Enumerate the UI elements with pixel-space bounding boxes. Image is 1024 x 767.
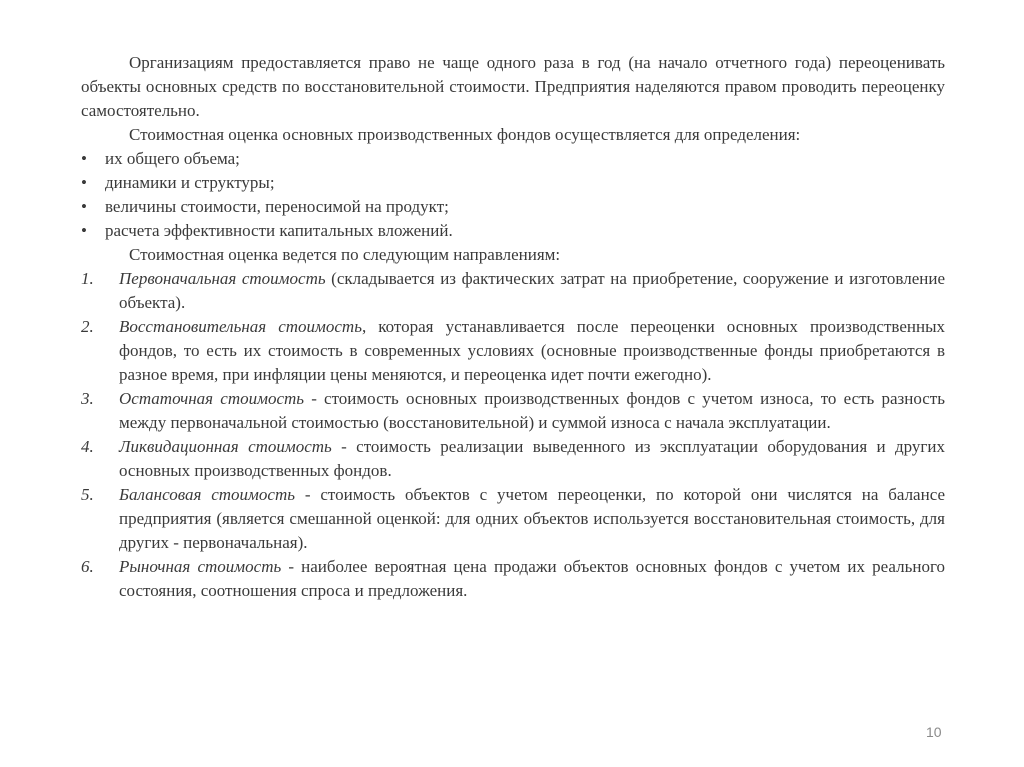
directions-intro-paragraph: Стоимостная оценка ведется по следующим направлениям: [129, 245, 561, 264]
bullet-marker: • [81, 221, 87, 240]
direction-number: 5. [81, 485, 94, 504]
direction-item [81, 483, 945, 555]
direction-number: 2. [81, 317, 94, 336]
direction-item [81, 387, 945, 435]
direction-number: 3. [81, 389, 94, 408]
bullet-text: величины стоимости, переносимой на продукт; [105, 197, 449, 216]
direction-item [81, 435, 945, 483]
direction-number: 1. [81, 269, 94, 288]
bullet-text: расчета эффективности капитальных вложений. [105, 221, 453, 240]
purpose-bullet-list [81, 147, 945, 243]
bullet-text: динамики и структуры; [105, 173, 275, 192]
document-page [81, 51, 945, 603]
bullet-marker: • [81, 149, 87, 168]
direction-number: 6. [81, 557, 94, 576]
bullet-item [81, 219, 945, 243]
direction-text: - стоимость реализации выведенного из эксплуатации оборудования и других основных производственных фондов. [119, 437, 945, 480]
direction-term: Ликвидационная стоимость [119, 437, 332, 456]
bullet-item [81, 195, 945, 219]
direction-text: - стоимость основных производственных фондов с учетом износа, то есть разность между первоначальной стоимостью (восстановительной) и суммой износа с начала эксплуатации. [119, 389, 945, 432]
direction-term: Балансовая стоимость [119, 485, 295, 504]
direction-text: , которая устанавливается после переоценки основных производственных фондов, то есть их стоимость в современных условиях (основные производственные фонды приобретаются в разное время, при инфляции цены меняются, и переоценка идет почти ежегодно). [119, 317, 945, 384]
bullet-item [81, 171, 945, 195]
direction-text: - наиболее вероятная цена продажи объектов основных фондов с учетом их реального состояния, соотношения спроса и предложения. [119, 557, 945, 600]
bullet-text: их общего объема; [105, 149, 240, 168]
bullet-marker: • [81, 173, 87, 192]
intro-paragraph: Организациям предоставляется право не чаще одного раза в год (на начало отчетного года) переоценивать объекты основных средств по восстановительной стоимости. Предприятия наделяются правом проводить переоценку самостоятельно. [81, 53, 945, 120]
bullet-item [81, 147, 945, 171]
directions-numbered-list [81, 267, 945, 603]
direction-term: Рыночная стоимость [119, 557, 282, 576]
direction-text: - стоимость объектов с учетом переоценки, по которой они числятся на балансе предприятия (является смешанной оценкой: для одних объектов используется восстановительная стоимость, для других - первоначальная). [119, 485, 945, 552]
direction-term: Остаточная стоимость [119, 389, 305, 408]
direction-item [81, 267, 945, 315]
bullet-marker: • [81, 197, 87, 216]
direction-term: Восстановительная стоимость [119, 317, 362, 336]
direction-number: 4. [81, 437, 94, 456]
direction-term: Первоначальная стоимость [119, 269, 326, 288]
page-number: 10 [926, 724, 942, 740]
direction-text: (складывается из фактических затрат на приобретение, сооружение и изготовление объекта). [119, 269, 945, 312]
direction-item [81, 315, 945, 387]
direction-item [81, 555, 945, 603]
purpose-paragraph: Стоимостная оценка основных производственных фондов осуществляется для определения: [129, 125, 801, 144]
